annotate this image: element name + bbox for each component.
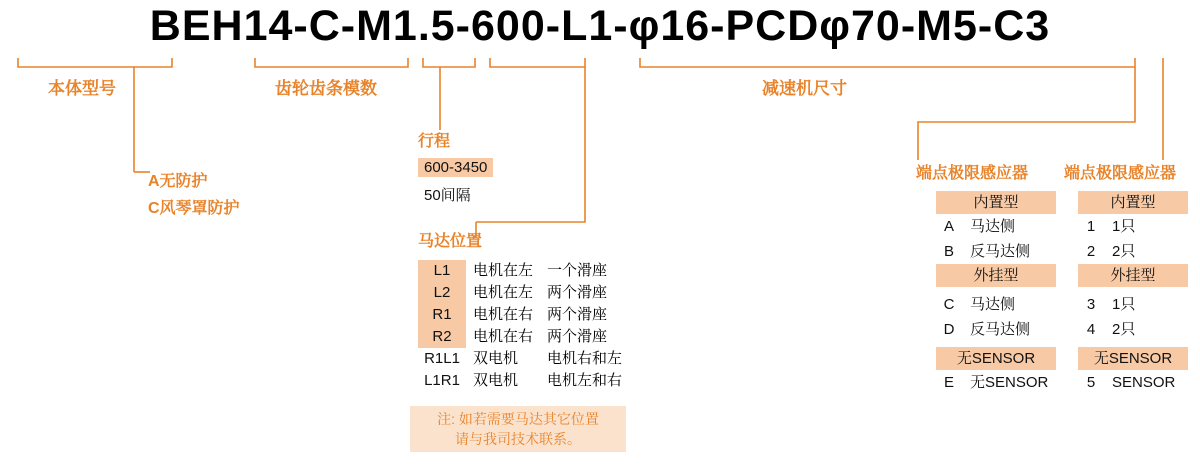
- table-row: [418, 304, 626, 326]
- sensor-text: 反马达侧: [970, 321, 1031, 338]
- sensor-text: 反马达侧: [970, 243, 1031, 260]
- table-row: [418, 326, 626, 348]
- group-label-reducer-size: 减速机尺寸: [762, 79, 847, 98]
- motor-desc-carriage: 一个滑座: [547, 262, 608, 279]
- stroke-step: 50间隔: [424, 187, 471, 204]
- motor-desc-carriage: 电机右和左: [547, 350, 623, 367]
- sensor-text: 无SENSOR: [970, 374, 1049, 391]
- sensor-right-title: 端点极限感应器: [1064, 165, 1177, 182]
- motor-code: L1R1: [424, 372, 460, 389]
- motor-desc-side: 双电机: [473, 372, 519, 389]
- protection-block: [148, 168, 240, 218]
- sensor-section-header: 无SENSOR: [1078, 347, 1188, 370]
- motor-desc-carriage: 两个滑座: [547, 328, 608, 345]
- sensor-code: 1: [1086, 218, 1096, 235]
- table-row: [418, 282, 626, 304]
- motor-position-title: 马达位置: [418, 233, 483, 250]
- motor-desc-carriage: 电机左和右: [547, 372, 623, 389]
- note-line-2: 请与我司技术联系。: [455, 431, 581, 447]
- list-item: [1078, 292, 1188, 317]
- motor-position-table: [418, 260, 626, 392]
- sensor-left-block: [916, 160, 1066, 395]
- sensor-text: 1只: [1112, 218, 1136, 235]
- list-item: [1078, 370, 1188, 395]
- sensor-section-header: 无SENSOR: [936, 347, 1056, 370]
- sensor-code: B: [943, 243, 954, 260]
- motor-position-block: [418, 228, 626, 452]
- sensor-code: C: [943, 296, 955, 313]
- motor-desc-side: 电机在左: [473, 262, 534, 279]
- list-item: [1078, 214, 1188, 239]
- sensor-text: 2只: [1112, 321, 1136, 338]
- sensor-code: E: [943, 374, 954, 391]
- list-item: [1078, 239, 1188, 264]
- motor-desc-carriage: 两个滑座: [547, 284, 608, 301]
- group-label-gear-module: 齿轮齿条模数: [275, 79, 377, 98]
- list-item: [936, 317, 1056, 342]
- sensor-text: 马达侧: [970, 218, 1016, 235]
- stroke-title: 行程: [418, 133, 451, 150]
- sensor-section-header: 内置型: [1078, 191, 1188, 214]
- motor-code: R2: [418, 326, 466, 348]
- motor-desc-side: 双电机: [473, 350, 519, 367]
- protection-option-a: A无防护: [148, 173, 208, 190]
- stroke-block: [418, 128, 493, 205]
- list-item: [1078, 317, 1188, 342]
- sensor-code: 3: [1086, 296, 1096, 313]
- group-label-body-model: 本体型号: [48, 79, 116, 98]
- sensor-section-header: 外挂型: [936, 264, 1056, 287]
- motor-code: L1: [418, 260, 466, 282]
- protection-option-c: C风琴罩防护: [148, 200, 240, 217]
- sensor-text: SENSOR: [1112, 374, 1176, 391]
- list-item: [936, 292, 1056, 317]
- sensor-code: 2: [1086, 243, 1096, 260]
- sensor-code: 4: [1086, 321, 1096, 338]
- motor-position-note: [410, 406, 626, 452]
- note-line-1: 注: 如若需要马达其它位置: [437, 411, 599, 427]
- sensor-code: A: [943, 218, 954, 235]
- motor-desc-side: 电机在右: [473, 306, 534, 323]
- sensor-code: 5: [1086, 374, 1096, 391]
- sensor-right-block: [1064, 160, 1200, 395]
- motor-code: R1L1: [424, 350, 460, 367]
- sensor-left-title: 端点极限感应器: [916, 165, 1029, 182]
- motor-desc-side: 电机在右: [473, 328, 534, 345]
- sensor-code: D: [943, 321, 955, 338]
- table-row: [418, 348, 626, 370]
- table-row: [418, 260, 626, 282]
- part-number-title: BEH14-C-M1.5-600-L1-φ16-PCDφ70-M5-C3: [149, 2, 1051, 50]
- list-item: [936, 214, 1056, 239]
- sensor-right-table: [1078, 191, 1188, 395]
- motor-desc-side: 电机在左: [473, 284, 534, 301]
- table-row: [418, 370, 626, 392]
- sensor-section-header: 内置型: [936, 191, 1056, 214]
- sensor-text: 1只: [1112, 296, 1136, 313]
- motor-desc-carriage: 两个滑座: [547, 306, 608, 323]
- sensor-left-table: [936, 191, 1056, 395]
- sensor-section-header: 外挂型: [1078, 264, 1188, 287]
- sensor-text: 马达侧: [970, 296, 1016, 313]
- sensor-text: 2只: [1112, 243, 1136, 260]
- list-item: [936, 239, 1056, 264]
- list-item: [936, 370, 1056, 395]
- stroke-range: 600-3450: [418, 158, 493, 177]
- motor-code: L2: [418, 282, 466, 304]
- motor-code: R1: [418, 304, 466, 326]
